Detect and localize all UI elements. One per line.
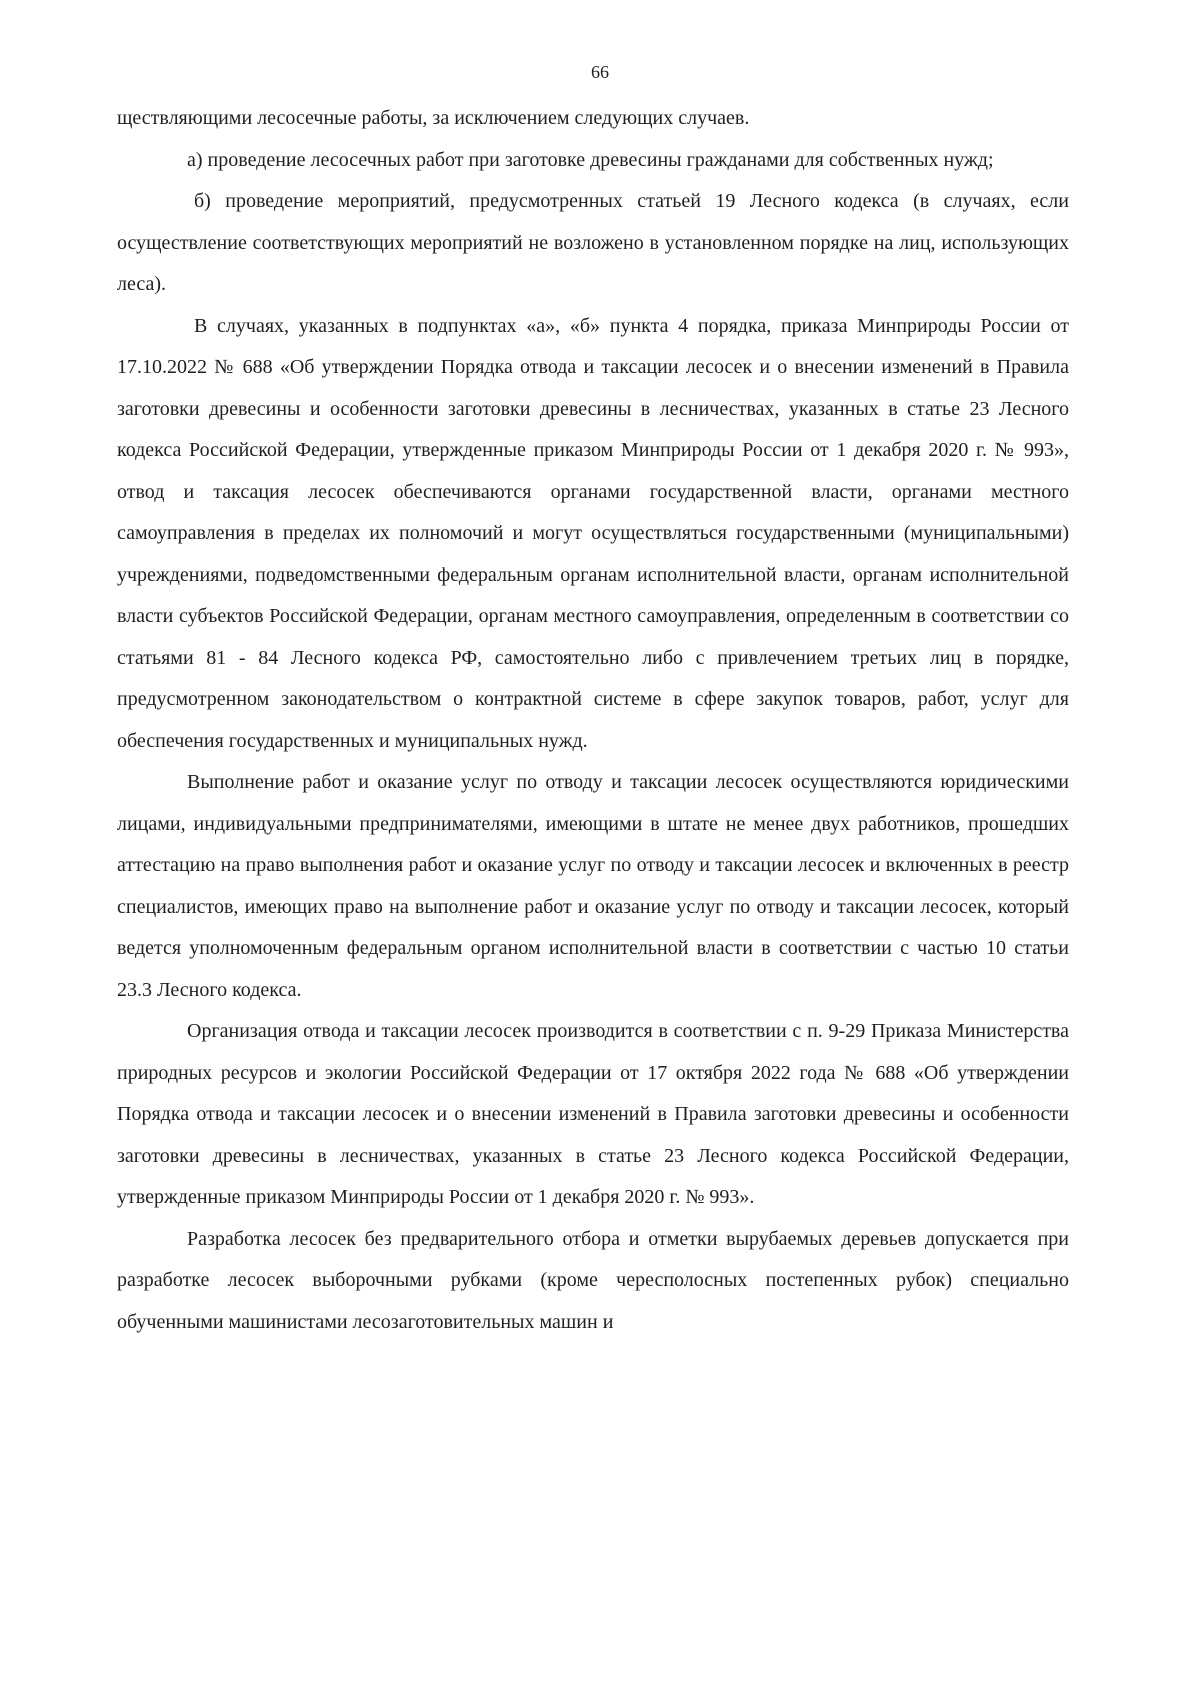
paragraph-works-execution: Выполнение работ и оказание услуг по отводу и таксации лесосек осуществляются юридическими лицами, индивидуальными предпринимателями, имеющими в штате не менее двух работников, прошедших аттестацию на право выполнения работ и оказание услуг по отводу и таксации лесосек и включенных в реестр специалистов, имеющих право на выполнение работ и оказание услуг по отводу и таксации лесосек, который ведется уполномоченным федеральным органом исполнительной власти в соответствии с частью 10 статьи 23.3 Лесного кодекса. [117,771,1069,1001]
paragraph-continuation: ществляющими лесосечные работы, за исключением следующих случаев. [117,107,750,129]
paragraph-development: Разработка лесосек без предварительного отбора и отметки вырубаемых деревьев допускается при разработке лесосек выборочными рубками (кроме чересполосных постепенных рубок) специально обученными машинистами лесозаготовительных машин и [117,1227,1069,1333]
paragraph-organization: Организация отвода и таксации лесосек производится в соответствии с п. 9-29 Приказа Министерства природных ресурсов и экологии Российской Федерации от 17 октября 2022 года № 688 «Об утверждении Порядка отвода и таксации лесосек и о внесении изменений в Правила заготовки древесины и особенности заготовки древесины в лесничествах, указанных в статье 23 Лесного кодекса Российской Федерации, утвержденные приказом Минприроды России от 1 декабря 2020 г. № 993». [117,1020,1069,1208]
page-number: 66 [591,62,609,82]
paragraph-item-b: б) проведение мероприятий, предусмотренных статьей 19 Лесного кодекса (в случаях, если осуществление соответствующих мероприятий не возложено в установленном порядке на лиц, использующих леса). [117,190,1069,295]
paragraph-cases: В случаях, указанных в подпунктах «а», «б» пункта 4 порядка, приказа Минприроды России от 17.10.2022 № 688 «Об утверждении Порядка отвода и таксации лесосек и о внесении изменений в Правила заготовки древесины и особенности заготовки древесины в лесничествах, указанных в статье 23 Лесного кодекса Российской Федерации, утвержденные приказом Минприроды России от 1 декабря 2020 г. № 993», отвод и таксация лесосек обеспечиваются органами государственной власти, органами местного самоуправления в пределах их полномочий и могут осуществляться государственными (муниципальными) учреждениями, подведомственными федеральным органам исполнительной власти, органам исполнительной власти субъектов Российской Федерации, органам местного самоуправления, определенным в соответствии со статьями 81 - 84 Лесного кодекса РФ, самостоятельно либо с привлечением третьих лиц в порядке, предусмотренном законодательством о контрактной системе в сфере закупок товаров, работ, услуг для обеспечения государственных и муниципальных нужд. [117,314,1069,752]
paragraph-item-a: а) проведение лесосечных работ при заготовке древесины гражданами для собственных нужд; [187,148,994,171]
